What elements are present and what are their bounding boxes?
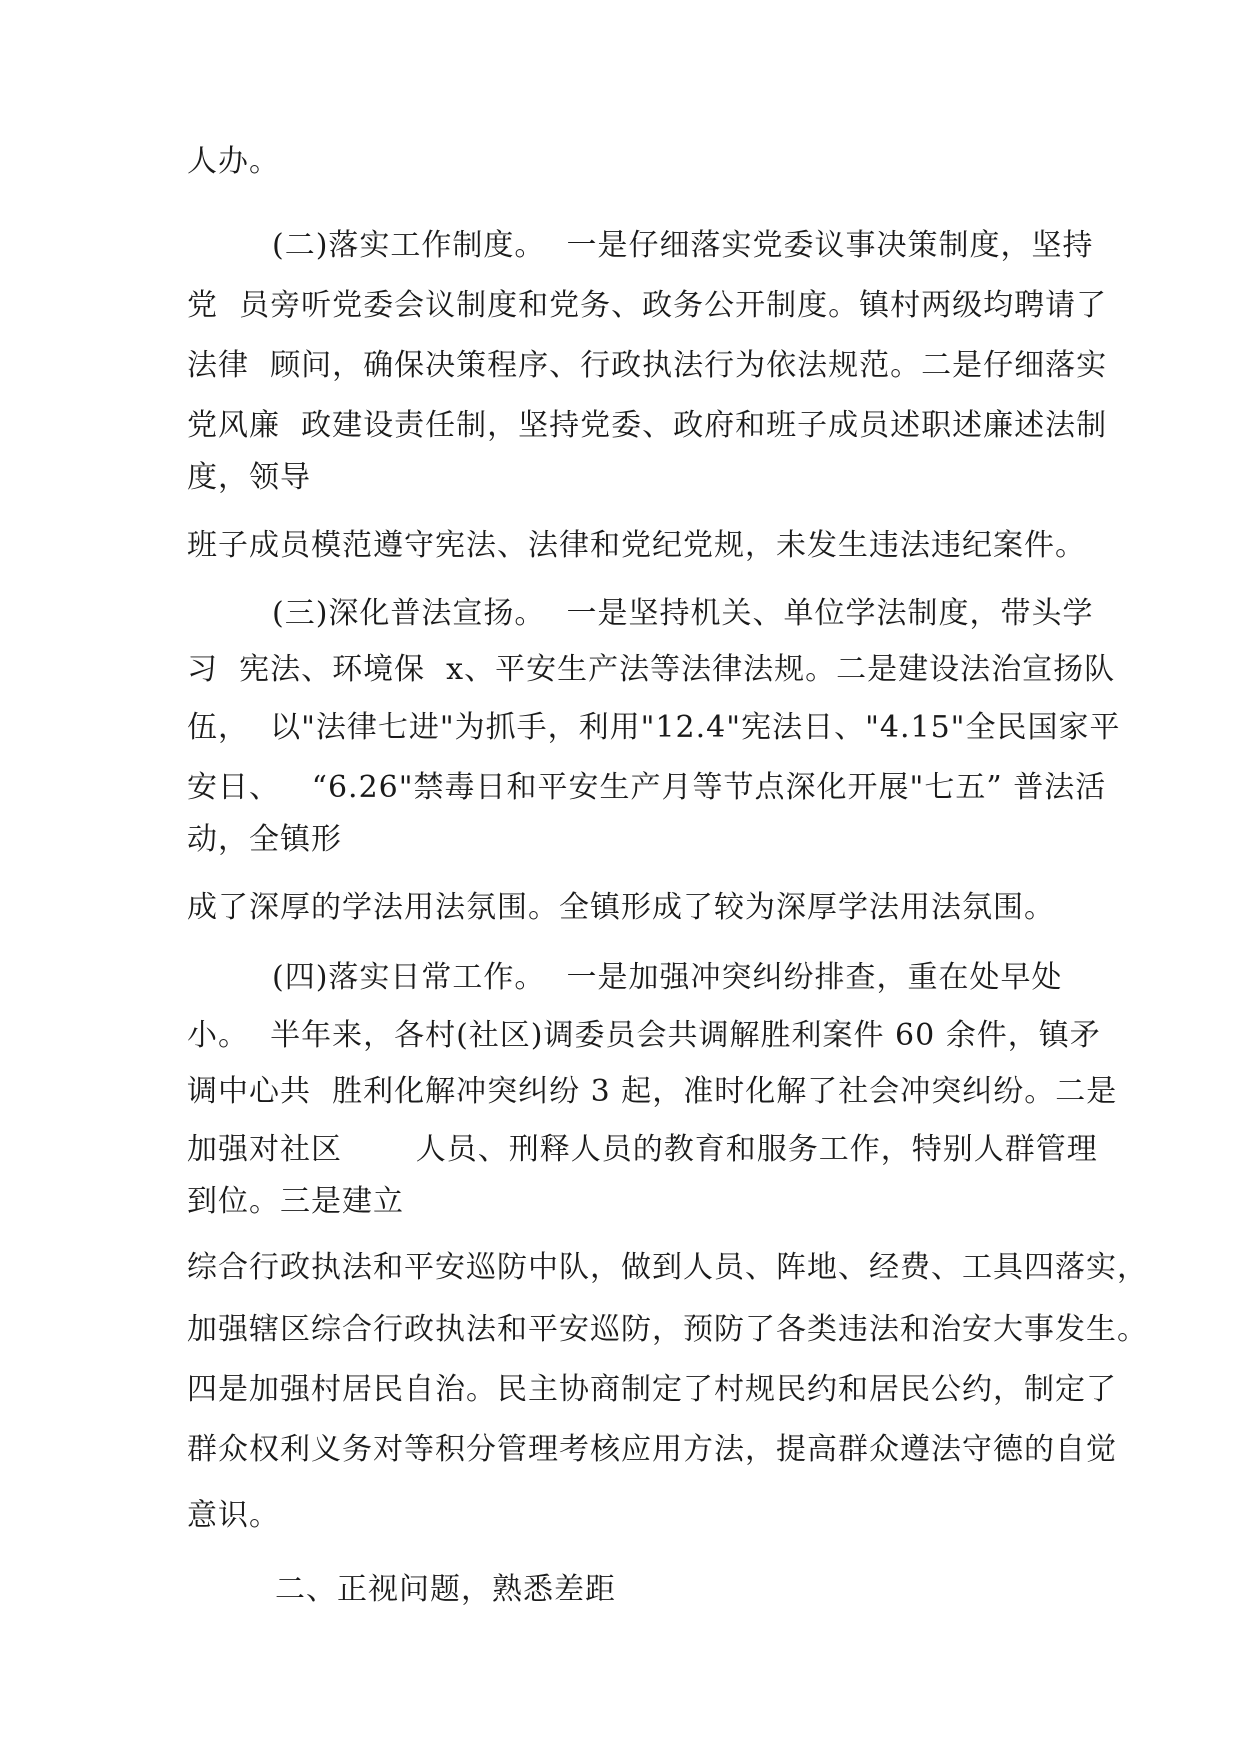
text-line: 班子成员模范遵守宪法、法律和党纪党规，未发生违法违纪案件。	[187, 528, 1086, 563]
chapter-heading: 二、正视问题，熟悉差距	[275, 1572, 616, 1607]
section-heading-3: (三)深化普法宣扬。 一是坚持机关、单位学法制度，带头学	[272, 596, 1094, 631]
text-line: 调中心共 胜利化解冲突纠纷 3 起，准时化解了社会冲突纠纷。二是	[187, 1074, 1118, 1109]
text-line: 安日、 “6.26"禁毒日和平安生产月等节点深化开展"七五” 普法活	[187, 770, 1107, 805]
text-line: 小。 半年来，各村(社区)调委员会共调解胜利案件 60 余件，镇矛	[187, 1018, 1101, 1053]
text-line: 伍， 以"法律七进"为抓手，利用"12.4"宪法日、"4.15"全民国家平	[187, 710, 1121, 745]
text-line: 习 宪法、环境保 x、平安生产法等法律法规。二是建设法治宣扬队	[187, 652, 1116, 687]
text-line: 加强对社区 人员、刑释人员的教育和服务工作，特别人群管理	[187, 1132, 1098, 1167]
text-line: 动，全镇形	[187, 822, 342, 857]
text-line: 到位。三是建立	[187, 1184, 404, 1219]
section-heading-2: (二)落实工作制度。 一是仔细落实党委议事决策制度，坚持	[272, 228, 1094, 263]
text-line: 人办。	[187, 144, 280, 179]
text-line: 度，领导	[187, 460, 311, 495]
text-line: 综合行政执法和平安巡防中队，做到人员、阵地、经费、工具四落实，	[187, 1250, 1148, 1285]
text-line: 党 员旁听党委会议制度和党务、政务公开制度。镇村两级均聘请了	[187, 288, 1108, 323]
text-line: 加强辖区综合行政执法和平安巡防，预防了各类违法和治安大事发生。	[187, 1312, 1148, 1347]
text-line: 党风廉 政建设责任制，坚持党委、政府和班子成员述职述廉述法制	[187, 408, 1108, 443]
text-line: 群众权利义务对等积分管理考核应用方法，提高群众遵法守德的自觉	[187, 1432, 1117, 1467]
text-line: 成了深厚的学法用法氛围。全镇形成了较为深厚学法用法氛围。	[187, 890, 1055, 925]
text-line: 意识。	[187, 1498, 280, 1533]
section-heading-4: (四)落实日常工作。 一是加强冲突纠纷排查，重在处早处	[272, 960, 1063, 995]
text-line: 四是加强村居民自治。民主协商制定了村规民约和居民公约，制定了	[187, 1372, 1117, 1407]
text-line: 法律 顾问，确保决策程序、行政执法行为依法规范。二是仔细落实	[187, 348, 1108, 383]
